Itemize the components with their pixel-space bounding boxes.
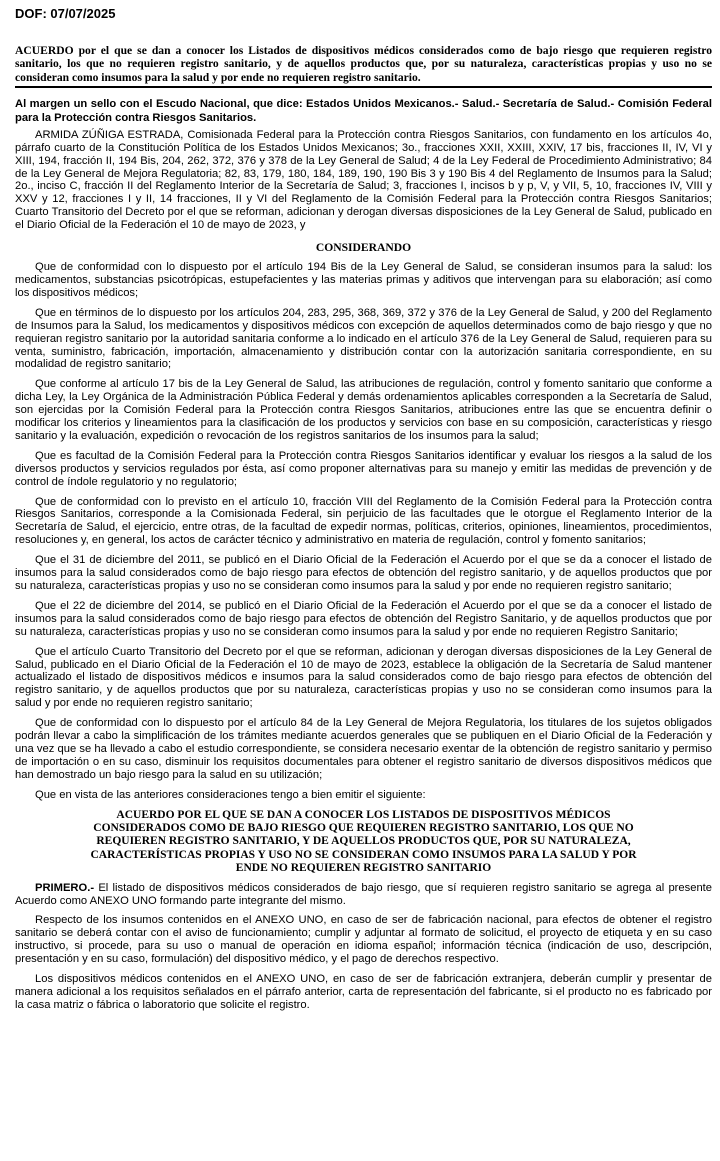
considerando-paragraph: Que conforme al artículo 17 bis de la Ley General de Salud, las atribuciones de regulación, control y fomento sanitario que conforme a dicha Ley, la Ley Orgánica de la Administración Pública Federal y demás ordenamientos aplicables corresponden a la Secretaría de Salud, son ejercidas por la Comisión Federal para la Protección contra Riesgos Sanitarios, atribuciones entre las que se encuentra definir o modificar los criterios y lineamientos para la clasificación de los productos y servicios con base en su composición, características y riesgo sanitario y la evaluación, expedición o revocación de los registros sanitarios de los insumos para la salud; <box>15 378 712 442</box>
primero-text: El listado de dispositivos médicos considerados de bajo riesgo, que sí requieren registro sanitario se agrega al presente Acuerdo como ANEXO UNO formando parte integrante del mismo. <box>15 881 712 907</box>
considerando-paragraph: Que de conformidad con lo dispuesto por el artículo 194 Bis de la Ley General de Salud, se consideran insumos para la salud: los medicamentos, substancias psicotrópicas, estupefacientes y las materias primas y aditivos que intervengan para su elaboración; así como los dispositivos médicos; <box>15 261 712 299</box>
intro-paragraph: ARMIDA ZÚÑIGA ESTRADA, Comisionada Federal para la Protección contra Riesgos Sanitarios, con fundamento en los artículos 4o, párrafo cuarto de la Constitución Política de los Estados Unidos Mexicanos; 3o., fracciones XXII, XXIII, XXIV, 17 bis, fracciones II, IV, VI y XIII, 194, fracción II, 194 Bis, 204, 262, 372, 376 y 378 de la Ley General de Salud; 4 de la Ley Federal de Procedimiento Administrativo; 84 de la Ley General de Mejora Regulatoria; 82, 83, 179, 180, 184, 189, 190, 190 Bis 3 y 190 Bis 4 del Reglamento de Insumos para la Salud; 2o., inciso C, fracción II del Reglamento Interior de la Secretaría de Salud; 3, fracciones I, incisos b y p, V, y VII, 5, 10, fracciones IV, VIII y XXV y 12, fracciones I y II, 14 fracciones, II y VI del Reglamento de la Comisión Federal para la Protección contra Riesgos Sanitarios; Cuarto Transitorio del Decreto por el que se reforman, adicionan y derogan diversas disposiciones de la Ley General de Salud, publicado en el Diario Oficial de la Federación el 10 de mayo de 2023, y <box>15 128 712 232</box>
considerando-paragraph: Que en vista de las anteriores consideraciones tengo a bien emitir el siguiente: <box>35 788 426 801</box>
document-title: ACUERDO por el que se dan a conocer los Listados de dispositivos médicos considerados como de bajo riesgo que requieren registro sanitario, los que no requieren registro sanitario, y de aquellos productos que, por su naturaleza, características propias y uso no se consideran como insumos para la salud y por ende no requieren registro sanitario. <box>15 44 712 88</box>
considerando-paragraph: Que es facultad de la Comisión Federal para la Protección contra Riesgos Sanitarios identificar y evaluar los riesgos a la salud de los diversos productos y servicios regulados por ésta, así como proponer alternativas para su manejo y emitir las medidas de prevención y de control de índole regulatorio y no regulatorio; <box>15 449 712 488</box>
acuerdo-heading: ACUERDO POR EL QUE SE DAN A CONOCER LOS LISTADOS DE DISPOSITIVOS MÉDICOS CONSIDERADOS COMO DE BAJO RIESGO QUE REQUIEREN REGISTRO SANITARIO, LOS QUE NO REQUIEREN REGISTRO SANITARIO, Y DE AQUELLOS PRODUCTOS QUE, POR SU NATURALEZA, CARACTERÍSTICAS PROPIAS Y USO NO SE CONSIDERAN COMO INSUMOS PARA LA SALUD Y POR ENDE NO REQUIEREN REGISTRO SANITARIO <box>90 808 637 875</box>
dof-date: DOF: 07/07/2025 <box>15 6 116 21</box>
considerando-paragraph: Que el 31 de diciembre del 2011, se publicó en el Diario Oficial de la Federación el Acuerdo por el que se da a conocer el listado de insumos para la salud considerados como de bajo riesgo para efectos de obtención del registro sanitario, y de aquellos productos que por su naturaleza, características propias y uso no se consideran como insumos para la salud y por ende no requieren registro sanitario; <box>15 554 712 592</box>
primero-paragraph <box>15 882 712 908</box>
considerando-paragraph: Que el 22 de diciembre del 2014, se publicó en el Diario Oficial de la Federación el Acuerdo por el que se da a conocer el listado de insumos para la salud considerados como de bajo riesgo para efectos de obtención del Registro Sanitario, y de aquellos productos que por su naturaleza, características propias y uso no se consideran como insumos para la salud y por ende no requieren Registro Sanitario; <box>15 599 712 638</box>
considerando-paragraph: Que en términos de lo dispuesto por los artículos 204, 283, 295, 368, 369, 372 y 376 de la Ley General de Salud, y 200 del Reglamento de Insumos para la Salud, los medicamentos y dispositivos médicos con excepción de aquellos determinados como de bajo riesgo y que no requieran registro sanitario por la autoridad sanitaria conforme a lo indicado en el artículo 376 de la Ley General de Salud, requieren para su venta, suministro, fabricación, importación, almacenamiento y distribución contar con la autorización sanitaria correspondiente, en su modalidad de registro sanitario; <box>15 306 712 371</box>
considerando-paragraph: Que de conformidad con lo previsto en el artículo 10, fracción VIII del Reglamento de la Comisión Federal para la Protección contra Riesgos Sanitarios, corresponde a la Comisionada Federal, sin perjuicio de las facultades que le otorgue el Reglamento Interior de la Secretaría de Salud, el ejercicio, entre otras, de la facultad de expedir normas, políticas, criterios, opiniones, lineamientos, procedimientos, resoluciones y, en general, los actos de carácter técnico y administrativo en materia de regulación, control y fomento sanitarios; <box>15 495 712 547</box>
considerando-paragraph: Que de conformidad con lo dispuesto por el artículo 84 de la Ley General de Mejora Regulatoria, los titulares de los sujetos obligados podrán llevar a cabo la simplificación de los trámites mediante acuerdos generales que se publiquen en el Diario Oficial de la Federación y una vez que se ha llevado a cabo el estudio correspondiente, se considera necesario exentar de la obtención de registro sanitario y permiso de importación o en su caso, disminuir los requisitos documentales para obtener el registro sanitario de diversos dispositivos médicos que han demostrado un bajo riesgo para la salud en su utilización; <box>15 717 712 781</box>
considerando-heading: CONSIDERANDO <box>315 241 412 255</box>
document-page <box>15 0 712 1012</box>
closing-paragraph: Respecto de los insumos contenidos en el ANEXO UNO, en caso de ser de fabricación nacional, para efectos de obtener el registro sanitario se deberá contar con el aviso de funcionamiento; cumplir y adjuntar al formato de solicitud, el proyecto de etiqueta y en su caso instructivo, si procede, para su uso o manual de operación en idioma español; información técnica (indicación de uso, descripción, presentación y en su caso, formulación) del dispositivo médico, y el pago de derechos respectivo. <box>15 914 712 966</box>
margin-note: Al margen un sello con el Escudo Nacional, que dice: Estados Unidos Mexicanos.- Salud.- Secretaría de Salud.- Comisión Federal para la Protección contra Riesgos Sanitarios. <box>15 98 712 124</box>
primero-lead: PRIMERO.- <box>35 881 95 894</box>
closing-paragraph: Los dispositivos médicos contenidos en el ANEXO UNO, en caso de ser de fabricación extranjera, deberán cumplir y presentar de manera adicional a los requisitos señalados en el párrafo anterior, carta de representación del fabricante, si el producto no es fabricado por la casa matriz o fábrica o laboratorio que solicite el registro. <box>15 973 712 1011</box>
considerando-paragraph: Que el artículo Cuarto Transitorio del Decreto por el que se reforman, adicionan y derogan diversas disposiciones de la Ley General de Salud, publicado en el Diario Oficial de la Federación el 10 de mayo de 2023, establece la obligación de la Secretaría de Salud mantener actualizado el listado de dispositivos médicos e insumos para la salud considerados como de bajo riesgo para efectos de obtención del registro sanitario, y de aquellos productos que por su naturaleza, características propias y uso no se consideran como insumos para la salud y por ende no requieren registro sanitario; <box>15 645 712 710</box>
